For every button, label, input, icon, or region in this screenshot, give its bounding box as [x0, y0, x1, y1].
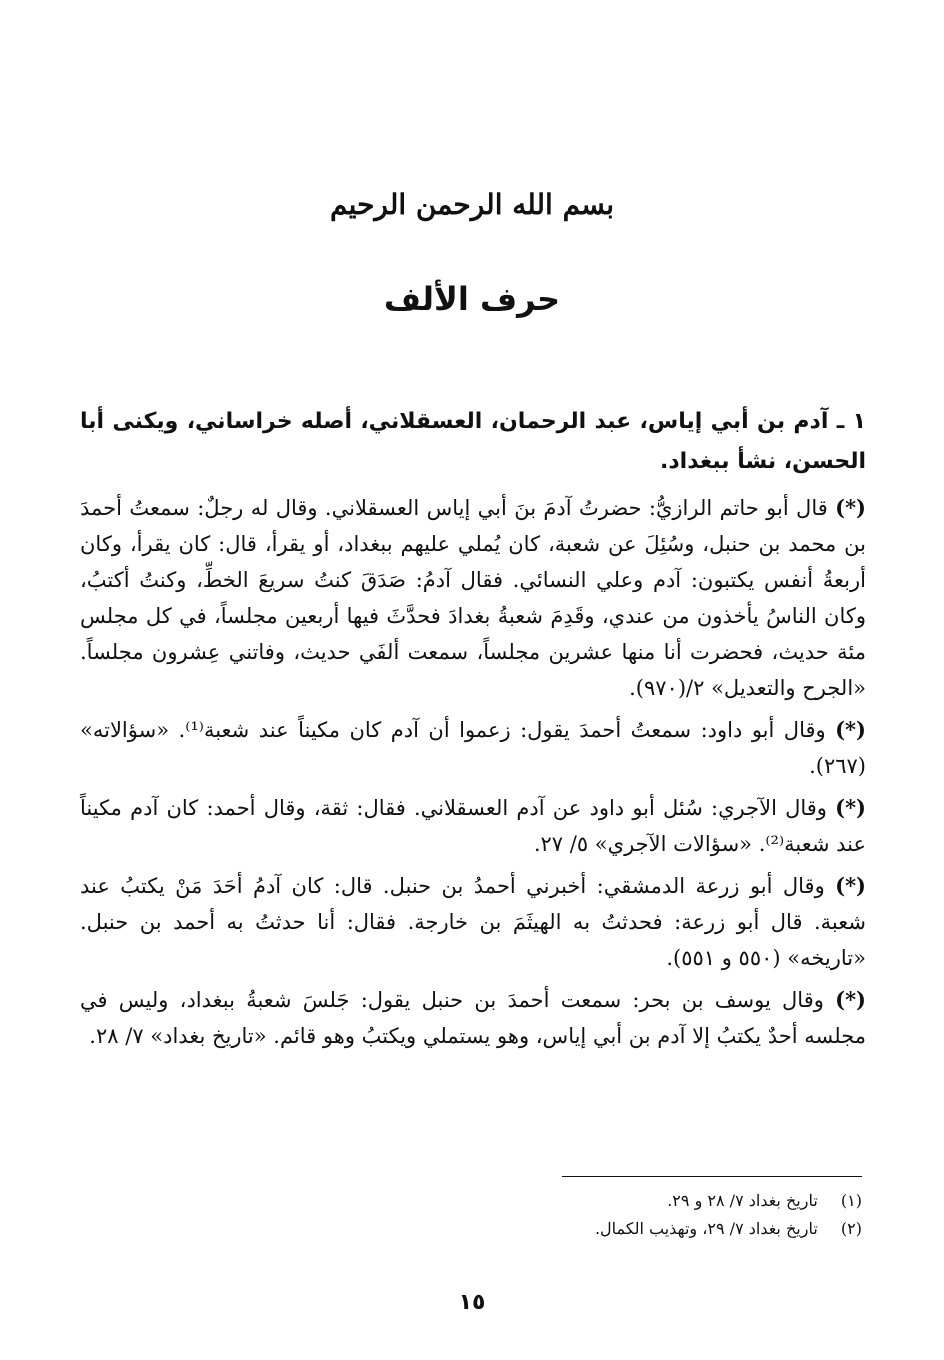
footnote-divider — [562, 1176, 862, 1177]
entry-title: ١ ـ آدم بن أبي إياس، عبد الرحمان، العسقلاني، أصله خراساني، ويكنى أبا الحسن، نشأ ببغداد. — [80, 409, 866, 474]
footnote-number: (١) — [840, 1191, 862, 1210]
footnotes — [80, 1176, 862, 1243]
paragraph-abu-zura — [80, 868, 866, 976]
section-title: حرف الألف — [383, 280, 561, 318]
paragraph-yusuf-bahr — [80, 982, 866, 1054]
footnote-text: تاريخ بغداد ٧/ ٢٩، وتهذيب الكمال. — [594, 1219, 818, 1238]
paragraph-text: وقال يوسف بن بحر: سمعت أحمدَ بن حنبل يقول: جَلسَ شعبةُ ببغداد، وليس في مجلسه أحدٌ يكتبُ إلا آدم بن أبي إياس، وهو يستملي ويكتبُ وهو قائم. «تاريخ بغداد» ٧/ ٢٨. — [80, 988, 866, 1048]
asterisk-marker: (*) — [835, 873, 866, 898]
paragraph-abu-dawud — [80, 712, 866, 784]
asterisk-marker: (*) — [835, 795, 866, 820]
footnote-text: تاريخ بغداد ٧/ ٢٨ و ٢٩. — [667, 1191, 818, 1210]
basmala-heading: بسم الله الرحمن الرحيم — [330, 188, 614, 221]
asterisk-marker: (*) — [835, 987, 866, 1012]
asterisk-marker: (*) — [835, 717, 866, 742]
footnote-number: (٢) — [840, 1219, 862, 1238]
paragraph-abu-hatim — [80, 490, 866, 706]
paragraph-ajurri — [80, 790, 866, 862]
main-content — [80, 402, 866, 1060]
paragraph-text: قال أبو حاتم الرازيُّ: حضرتُ آدمَ بنَ أبي إياس العسقلاني. وقال له رجلٌ: سمعتُ أحمدَ بن محمد بن حنبل، وسُئِلَ عن شعبة، كان يُملي عليهم ببغداد، أو يقرأ، قال: كان يقرأ، وكان أربعةُ أنفس يكتبون: آدم وعلي النسائي. فقال آدمُ: صَدَقَ كنتُ سريعَ الخطِّ، وكنتُ أكتبُ، وكان الناسُ يأخذون من عندي، وقَدِمَ شعبةُ بغدادَ فحدَّثَ فيها أربعين مجلساً، في كل مجلس مئة حديث، فحضرت أنا منها عشرين مجلساً، سمعت ألفَي حديث، وفاتني عِشرون مجلساً. «الجرح والتعديل» ٢/(٩٧٠). — [80, 496, 866, 700]
paragraph-text: وقال أبو زرعة الدمشقي: أخبرني أحمدُ بن حنبل. قال: كان آدمُ أحَدَ مَنْ يكتبُ عند شعبة. قال أبو زرعة: فحدثتُ به الهيثَمَ بن خارجة. فقال: أنا حدثتُ به أحمد بن حنبل. «تاريخه» (٥٥٠ و ٥٥١). — [80, 874, 866, 970]
paragraph-text: وقال الآجري: سُئل أبو داود عن آدم العسقلاني. فقال: ثقة، وقال أحمد: كان آدم مكيناً عند شعبة⁽²⁾. «سؤالات الآجري» ٥/ ٢٧. — [80, 796, 866, 856]
page-number: ١٥ — [458, 1290, 486, 1315]
footnote-1 — [80, 1187, 862, 1215]
footnote-2 — [80, 1215, 862, 1243]
paragraph-text: وقال أبو داود: سمعتُ أحمدَ يقول: زعموا أن آدم كان مكيناً عند شعبة⁽¹⁾. «سؤالاته» (٢٦٧). — [80, 718, 866, 778]
asterisk-marker: (*) — [835, 495, 866, 520]
